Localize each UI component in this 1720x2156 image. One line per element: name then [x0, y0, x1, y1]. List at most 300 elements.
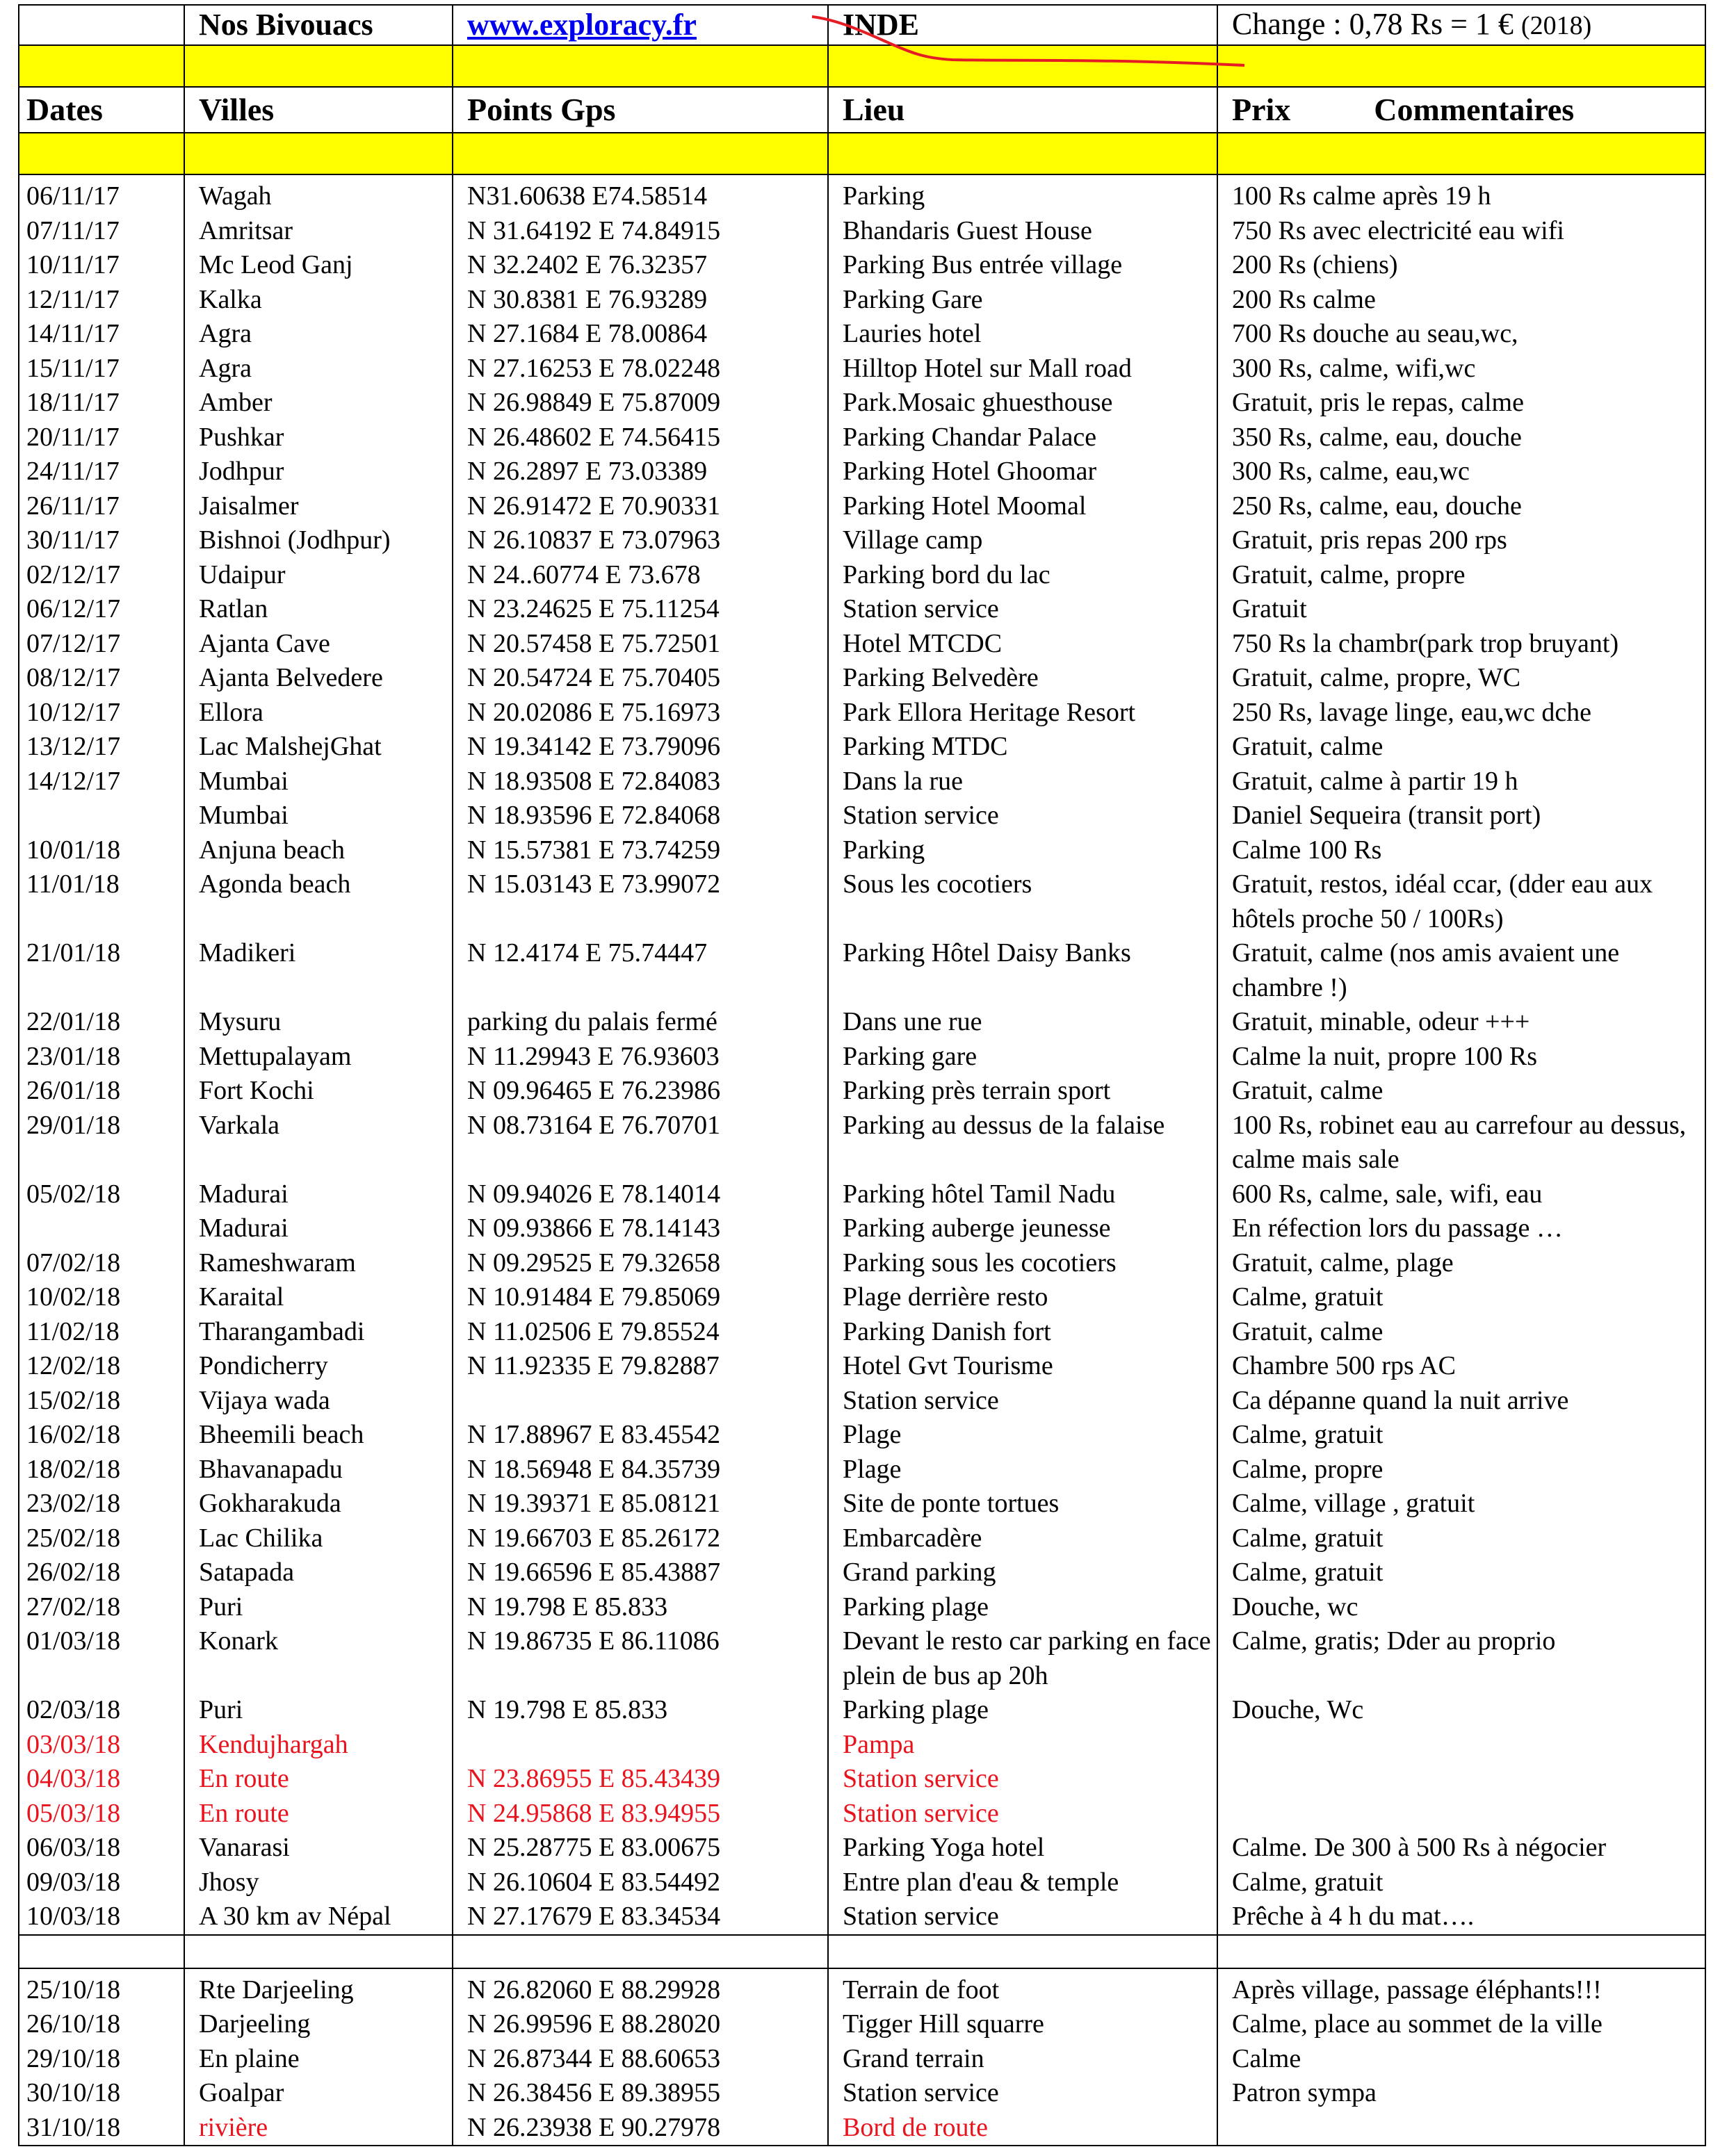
gps-cell: N 11.92335 E 79.82887	[453, 1349, 828, 1384]
date-cell: 10/11/17	[19, 248, 184, 283]
ville-cell: Ajanta Cave	[184, 627, 453, 662]
table-row	[19, 1521, 1705, 1556]
header-lieu: Lieu	[828, 87, 1217, 133]
ville-cell: Puri	[184, 1590, 453, 1625]
gps-cell: N 09.93866 E 78.14143	[453, 1211, 828, 1246]
lieu-cell: Hilltop Hotel sur Mall road	[828, 352, 1217, 386]
date-cell: 04/03/18	[19, 1762, 184, 1797]
table-row	[19, 1968, 1705, 2008]
lieu-cell: Parking auberge jeunesse	[828, 1211, 1217, 1246]
table-row	[19, 1728, 1705, 1763]
date-cell	[19, 799, 184, 833]
table-row	[19, 936, 1705, 1005]
lieu-cell: Pampa	[828, 1728, 1217, 1763]
date-cell: 05/02/18	[19, 1177, 184, 1212]
lieu-cell: Parking Gare	[828, 283, 1217, 318]
date-cell: 15/02/18	[19, 1384, 184, 1419]
comment-cell: 250 Rs, calme, eau, douche	[1217, 489, 1705, 524]
comment-cell: Calme 100 Rs	[1217, 833, 1705, 868]
ville-cell: Madurai	[184, 1211, 453, 1246]
comment-cell: Gratuit, restos, idéal ccar, (dder eau aux hôtels proche 50 / 100Rs)	[1217, 867, 1705, 936]
date-cell: 14/11/17	[19, 317, 184, 352]
gps-cell: N 30.8381 E 76.93289	[453, 283, 828, 318]
ville-cell: Jhosy	[184, 1865, 453, 1900]
comment-cell: Gratuit, calme, propre	[1217, 558, 1705, 593]
lieu-cell: Plage derrière resto	[828, 1280, 1217, 1315]
gps-cell: N 24..60774 E 73.678	[453, 558, 828, 593]
ville-cell: Mysuru	[184, 1005, 453, 1040]
ville-cell: Rte Darjeeling	[184, 1968, 453, 2008]
table-row	[19, 1246, 1705, 1281]
gps-cell: N 09.96465 E 76.23986	[453, 1074, 828, 1109]
gps-cell: N 15.57381 E 73.74259	[453, 833, 828, 868]
gps-cell: N 26.82060 E 88.29928	[453, 1968, 828, 2008]
date-cell: 30/11/17	[19, 523, 184, 558]
table-row	[19, 1074, 1705, 1109]
comment-cell: Gratuit, calme (nos amis avaient une chambre !)	[1217, 936, 1705, 1005]
ville-cell: Lac MalshejGhat	[184, 730, 453, 765]
ville-cell: Bishnoi (Jodhpur)	[184, 523, 453, 558]
comment-cell: Calme, gratuit	[1217, 1418, 1705, 1453]
comment-cell: 100 Rs, robinet eau au carrefour au dessus, calme mais sale	[1217, 1109, 1705, 1177]
gps-cell: N 19.34142 E 73.79096	[453, 730, 828, 765]
date-cell: 11/01/18	[19, 867, 184, 936]
date-cell: 16/02/18	[19, 1418, 184, 1453]
table-row	[19, 1487, 1705, 1521]
gps-cell: N 19.66596 E 85.43887	[453, 1555, 828, 1590]
header-prix: Prix	[1232, 92, 1291, 127]
ville-cell: Goalpar	[184, 2076, 453, 2111]
lieu-cell: Station service	[828, 1762, 1217, 1797]
lieu-cell: Parking plage	[828, 1590, 1217, 1625]
ville-cell: Vijaya wada	[184, 1384, 453, 1419]
ville-cell: Wagah	[184, 174, 453, 214]
comment-cell: 300 Rs, calme, eau,wc	[1217, 455, 1705, 489]
comment-cell: Gratuit, calme	[1217, 1315, 1705, 1350]
comment-cell: Calme, gratuit	[1217, 1280, 1705, 1315]
table-row	[19, 1693, 1705, 1728]
date-cell: 10/01/18	[19, 833, 184, 868]
lieu-cell: Station service	[828, 1797, 1217, 1831]
table-row	[19, 1624, 1705, 1693]
gps-cell: parking du palais fermé	[453, 1005, 828, 1040]
gps-cell: N 26.2897 E 73.03389	[453, 455, 828, 489]
date-cell: 25/02/18	[19, 1521, 184, 1556]
ville-cell: En route	[184, 1762, 453, 1797]
header-prix-commentaires	[1217, 87, 1705, 133]
table-row	[19, 283, 1705, 318]
ville-cell: Agra	[184, 352, 453, 386]
gps-cell: N 27.1684 E 78.00864	[453, 317, 828, 352]
comment-cell: Gratuit, minable, odeur +++	[1217, 1005, 1705, 1040]
gps-cell: N 20.57458 E 75.72501	[453, 627, 828, 662]
table-row	[19, 317, 1705, 352]
table-row	[19, 1211, 1705, 1246]
date-cell: 06/11/17	[19, 174, 184, 214]
comment-cell: Calme, place au sommet de la ville	[1217, 2007, 1705, 2042]
comment-cell: 600 Rs, calme, sale, wifi, eau	[1217, 1177, 1705, 1212]
table-row	[19, 1453, 1705, 1487]
ville-cell: Amritsar	[184, 214, 453, 249]
comment-cell: Ca dépanne quand la nuit arrive	[1217, 1384, 1705, 1419]
ville-cell: Udaipur	[184, 558, 453, 593]
gps-cell: N 18.56948 E 84.35739	[453, 1453, 828, 1487]
table-row	[19, 867, 1705, 936]
date-cell: 31/10/18	[19, 2111, 184, 2146]
gps-cell: N 27.16253 E 78.02248	[453, 352, 828, 386]
comment-cell: Douche, wc	[1217, 1590, 1705, 1625]
lieu-cell: Tigger Hill squarre	[828, 2007, 1217, 2042]
comment-cell: Calme, gratuit	[1217, 1865, 1705, 1900]
lieu-cell: Bord de route	[828, 2111, 1217, 2146]
ville-cell: Darjeeling	[184, 2007, 453, 2042]
date-cell: 14/12/17	[19, 765, 184, 799]
comment-cell: Calme la nuit, propre 100 Rs	[1217, 1040, 1705, 1075]
gps-cell: N 09.94026 E 78.14014	[453, 1177, 828, 1212]
lieu-cell: Station service	[828, 799, 1217, 833]
gps-cell: N31.60638 E74.58514	[453, 174, 828, 214]
comment-cell: Calme, gratuit	[1217, 1521, 1705, 1556]
date-cell: 25/10/18	[19, 1968, 184, 2008]
table-row	[19, 833, 1705, 868]
gps-cell: N 08.73164 E 76.70701	[453, 1109, 828, 1177]
comment-cell: Gratuit, pris repas 200 rps	[1217, 523, 1705, 558]
lieu-cell: Park.Mosaic ghuesthouse	[828, 386, 1217, 420]
ville-cell: Ellora	[184, 696, 453, 730]
date-cell: 26/10/18	[19, 2007, 184, 2042]
comment-cell: Patron sympa	[1217, 2076, 1705, 2111]
gps-cell: N 26.91472 E 70.90331	[453, 489, 828, 524]
lieu-cell: Bhandaris Guest House	[828, 214, 1217, 249]
gps-cell	[453, 1728, 828, 1763]
gps-cell: N 11.02506 E 79.85524	[453, 1315, 828, 1350]
ville-cell: Karaital	[184, 1280, 453, 1315]
gps-cell: N 26.48602 E 74.56415	[453, 420, 828, 455]
gps-cell: N 19.86735 E 86.11086	[453, 1624, 828, 1693]
comment-cell: Calme, gratuit	[1217, 1555, 1705, 1590]
lieu-cell: Parking hôtel Tamil Nadu	[828, 1177, 1217, 1212]
comment-cell: Calme, propre	[1217, 1453, 1705, 1487]
lieu-cell: Site de ponte tortues	[828, 1487, 1217, 1521]
gps-cell: N 15.03143 E 73.99072	[453, 867, 828, 936]
ville-cell: Agra	[184, 317, 453, 352]
gps-cell: N 12.4174 E 75.74447	[453, 936, 828, 1005]
date-cell: 13/12/17	[19, 730, 184, 765]
date-cell: 02/03/18	[19, 1693, 184, 1728]
gps-cell: N 23.24625 E 75.11254	[453, 592, 828, 627]
table-row	[19, 799, 1705, 833]
website-link[interactable]: www.exploracy.fr	[467, 8, 697, 42]
separator-row	[19, 1935, 1705, 1968]
comment-cell: Calme, gratis; Dder au proprio	[1217, 1624, 1705, 1693]
lieu-cell: Entre plan d'eau & temple	[828, 1865, 1217, 1900]
comment-cell	[1217, 1797, 1705, 1831]
gps-cell: N 20.02086 E 75.16973	[453, 696, 828, 730]
table-row	[19, 523, 1705, 558]
ville-cell: Varkala	[184, 1109, 453, 1177]
table-row	[19, 1177, 1705, 1212]
comment-cell: Daniel Sequeira (transit port)	[1217, 799, 1705, 833]
gps-cell: N 10.91484 E 79.85069	[453, 1280, 828, 1315]
date-cell: 23/01/18	[19, 1040, 184, 1075]
lieu-cell: Plage	[828, 1418, 1217, 1453]
lieu-cell: Parking	[828, 174, 1217, 214]
date-cell: 03/03/18	[19, 1728, 184, 1763]
date-cell: 30/10/18	[19, 2076, 184, 2111]
table-row	[19, 1418, 1705, 1453]
date-cell: 01/03/18	[19, 1624, 184, 1693]
table-row	[19, 1865, 1705, 1900]
comment-cell: 300 Rs, calme, wifi,wc	[1217, 352, 1705, 386]
table-row	[19, 2042, 1705, 2077]
gps-cell: N 25.28775 E 83.00675	[453, 1831, 828, 1865]
comment-cell: 700 Rs douche au seau,wc,	[1217, 317, 1705, 352]
ville-cell: Bheemili beach	[184, 1418, 453, 1453]
date-cell: 10/12/17	[19, 696, 184, 730]
gps-cell	[453, 1384, 828, 1419]
bivouac-sheet	[18, 4, 1705, 2146]
title-empty-cell	[19, 5, 184, 45]
date-cell: 26/02/18	[19, 1555, 184, 1590]
lieu-cell: Lauries hotel	[828, 317, 1217, 352]
ville-cell: Konark	[184, 1624, 453, 1693]
table-row	[19, 558, 1705, 593]
date-cell: 18/02/18	[19, 1453, 184, 1487]
date-cell: 06/03/18	[19, 1831, 184, 1865]
date-cell: 08/12/17	[19, 661, 184, 696]
exchange-rate-text: Change : 0,78 Rs = 1 €	[1232, 7, 1514, 41]
gps-cell: N 24.95868 E 83.94955	[453, 1797, 828, 1831]
table-row	[19, 1831, 1705, 1865]
ville-cell: Madikeri	[184, 936, 453, 1005]
lieu-cell: Parking Yoga hotel	[828, 1831, 1217, 1865]
date-cell: 12/11/17	[19, 283, 184, 318]
comment-cell: Chambre 500 rps AC	[1217, 1349, 1705, 1384]
table-row	[19, 174, 1705, 214]
gps-cell: N 26.98849 E 75.87009	[453, 386, 828, 420]
comment-cell: Calme. De 300 à 500 Rs à négocier	[1217, 1831, 1705, 1865]
date-cell: 10/02/18	[19, 1280, 184, 1315]
ville-cell: Satapada	[184, 1555, 453, 1590]
date-cell: 20/11/17	[19, 420, 184, 455]
ville-cell: En plaine	[184, 2042, 453, 2077]
table-row	[19, 730, 1705, 765]
gps-cell: N 09.29525 E 79.32658	[453, 1246, 828, 1281]
header-commentaires: Commentaires	[1374, 92, 1575, 127]
comment-cell	[1217, 1762, 1705, 1797]
table-row	[19, 1797, 1705, 1831]
ville-cell: Vanarasi	[184, 1831, 453, 1865]
table-row	[19, 248, 1705, 283]
gps-cell: N 20.54724 E 75.70405	[453, 661, 828, 696]
header-dates: Dates	[19, 87, 184, 133]
lieu-cell: Parking Hotel Ghoomar	[828, 455, 1217, 489]
lieu-cell: Devant le resto car parking en face plein de bus ap 20h	[828, 1624, 1217, 1693]
date-cell: 05/03/18	[19, 1797, 184, 1831]
gps-cell: N 11.29943 E 76.93603	[453, 1040, 828, 1075]
lieu-cell: Grand parking	[828, 1555, 1217, 1590]
lieu-cell: Parking sous les cocotiers	[828, 1246, 1217, 1281]
comment-cell: 200 Rs calme	[1217, 283, 1705, 318]
lieu-cell: Grand terrain	[828, 2042, 1217, 2077]
header-villes: Villes	[184, 87, 453, 133]
comment-cell: Calme, village , gratuit	[1217, 1487, 1705, 1521]
date-cell: 06/12/17	[19, 592, 184, 627]
ville-cell: Tharangambadi	[184, 1315, 453, 1350]
gps-cell: N 31.64192 E 74.84915	[453, 214, 828, 249]
lieu-cell: Parking Hotel Moomal	[828, 489, 1217, 524]
ville-cell: Mumbai	[184, 765, 453, 799]
gps-cell: N 26.38456 E 89.38955	[453, 2076, 828, 2111]
ville-cell: Kendujhargah	[184, 1728, 453, 1763]
lieu-cell: Sous les cocotiers	[828, 867, 1217, 936]
lieu-cell: Park Ellora Heritage Resort	[828, 696, 1217, 730]
table-row	[19, 2076, 1705, 2111]
gps-cell: N 26.23938 E 90.27978	[453, 2111, 828, 2146]
ville-cell: Kalka	[184, 283, 453, 318]
table-row	[19, 1315, 1705, 1350]
table-row	[19, 420, 1705, 455]
comment-cell: En réfection lors du passage …	[1217, 1211, 1705, 1246]
gps-cell: N 18.93596 E 72.84068	[453, 799, 828, 833]
lieu-cell: Embarcadère	[828, 1521, 1217, 1556]
date-cell: 07/12/17	[19, 627, 184, 662]
comment-cell: Gratuit, calme à partir 19 h	[1217, 765, 1705, 799]
lieu-cell: Parking Belvedère	[828, 661, 1217, 696]
ville-cell: Fort Kochi	[184, 1074, 453, 1109]
date-cell: 27/02/18	[19, 1590, 184, 1625]
lieu-cell: Parking plage	[828, 1693, 1217, 1728]
table-row	[19, 1590, 1705, 1625]
table-row	[19, 1349, 1705, 1384]
ville-cell: Jodhpur	[184, 455, 453, 489]
ville-cell: rivière	[184, 2111, 453, 2146]
table-row	[19, 1280, 1705, 1315]
country-label: INDE	[828, 5, 1217, 45]
lieu-cell: Hotel Gvt Tourisme	[828, 1349, 1217, 1384]
comment-cell: Calme	[1217, 2042, 1705, 2077]
website-cell	[453, 5, 828, 45]
ville-cell: En route	[184, 1797, 453, 1831]
table-row	[19, 386, 1705, 420]
lieu-cell: Parking gare	[828, 1040, 1217, 1075]
gps-cell: N 19.798 E 85.833	[453, 1693, 828, 1728]
comment-cell: 350 Rs, calme, eau, douche	[1217, 420, 1705, 455]
table-row	[19, 696, 1705, 730]
lieu-cell: Village camp	[828, 523, 1217, 558]
comment-cell: Gratuit, pris le repas, calme	[1217, 386, 1705, 420]
title-row	[19, 5, 1705, 45]
lieu-cell: Terrain de foot	[828, 1968, 1217, 2008]
header-row	[19, 87, 1705, 133]
ville-cell: Bhavanapadu	[184, 1453, 453, 1487]
gps-cell: N 19.798 E 85.833	[453, 1590, 828, 1625]
exchange-year: (2018)	[1520, 11, 1592, 40]
comment-cell: Gratuit, calme, propre, WC	[1217, 661, 1705, 696]
comment-cell: 750 Rs avec electricité eau wifi	[1217, 214, 1705, 249]
date-cell: 26/11/17	[19, 489, 184, 524]
lieu-cell: Parking Hôtel Daisy Banks	[828, 936, 1217, 1005]
date-cell: 02/12/17	[19, 558, 184, 593]
lieu-cell: Station service	[828, 592, 1217, 627]
comment-cell: 100 Rs calme après 19 h	[1217, 174, 1705, 214]
lieu-cell: Hotel MTCDC	[828, 627, 1217, 662]
yellow-band-top	[19, 45, 1705, 87]
ville-cell: A 30 km av Népal	[184, 1900, 453, 1935]
comment-cell: 750 Rs la chambr(park trop bruyant)	[1217, 627, 1705, 662]
ville-cell: Mettupalayam	[184, 1040, 453, 1075]
gps-cell: N 27.17679 E 83.34534	[453, 1900, 828, 1935]
table-row	[19, 1109, 1705, 1177]
table-row	[19, 352, 1705, 386]
lieu-cell: Station service	[828, 1900, 1217, 1935]
date-cell: 22/01/18	[19, 1005, 184, 1040]
ville-cell: Ajanta Belvedere	[184, 661, 453, 696]
table-row	[19, 1900, 1705, 1935]
date-cell: 24/11/17	[19, 455, 184, 489]
ville-cell: Madurai	[184, 1177, 453, 1212]
table-row	[19, 1384, 1705, 1419]
lieu-cell: Parking MTDC	[828, 730, 1217, 765]
date-cell: 10/03/18	[19, 1900, 184, 1935]
table-row	[19, 1005, 1705, 1040]
bivouac-table	[18, 4, 1706, 2146]
comment-cell: Prêche à 4 h du mat….	[1217, 1900, 1705, 1935]
table-row	[19, 489, 1705, 524]
date-cell: 21/01/18	[19, 936, 184, 1005]
comment-cell: Douche, Wc	[1217, 1693, 1705, 1728]
date-cell: 29/01/18	[19, 1109, 184, 1177]
date-cell: 07/02/18	[19, 1246, 184, 1281]
table-row	[19, 592, 1705, 627]
comment-cell	[1217, 2111, 1705, 2146]
comment-cell: Gratuit, calme, plage	[1217, 1246, 1705, 1281]
lieu-cell: Parking Danish fort	[828, 1315, 1217, 1350]
header-gps: Points Gps	[453, 87, 828, 133]
ville-cell: Jaisalmer	[184, 489, 453, 524]
lieu-cell: Parking Bus entrée village	[828, 248, 1217, 283]
lieu-cell: Plage	[828, 1453, 1217, 1487]
table-row	[19, 2007, 1705, 2042]
ville-cell: Rameshwaram	[184, 1246, 453, 1281]
date-cell: 07/11/17	[19, 214, 184, 249]
lieu-cell: Parking au dessus de la falaise	[828, 1109, 1217, 1177]
gps-cell: N 26.10604 E 83.54492	[453, 1865, 828, 1900]
ville-cell: Amber	[184, 386, 453, 420]
date-cell: 12/02/18	[19, 1349, 184, 1384]
exchange-rate	[1217, 5, 1705, 45]
lieu-cell: Parking près terrain sport	[828, 1074, 1217, 1109]
lieu-cell: Station service	[828, 1384, 1217, 1419]
ville-cell: Pondicherry	[184, 1349, 453, 1384]
ville-cell: Pushkar	[184, 420, 453, 455]
lieu-cell: Station service	[828, 2076, 1217, 2111]
comment-cell: Gratuit	[1217, 592, 1705, 627]
lieu-cell: Parking	[828, 833, 1217, 868]
date-cell: 23/02/18	[19, 1487, 184, 1521]
date-cell: 18/11/17	[19, 386, 184, 420]
ville-cell: Mc Leod Ganj	[184, 248, 453, 283]
gps-cell: N 23.86955 E 85.43439	[453, 1762, 828, 1797]
ville-cell: Lac Chilika	[184, 1521, 453, 1556]
date-cell	[19, 1211, 184, 1246]
comment-cell: 250 Rs, lavage linge, eau,wc dche	[1217, 696, 1705, 730]
table-row	[19, 1762, 1705, 1797]
table-row	[19, 2111, 1705, 2146]
table-row	[19, 455, 1705, 489]
gps-cell: N 19.66703 E 85.26172	[453, 1521, 828, 1556]
ville-cell: Gokharakuda	[184, 1487, 453, 1521]
